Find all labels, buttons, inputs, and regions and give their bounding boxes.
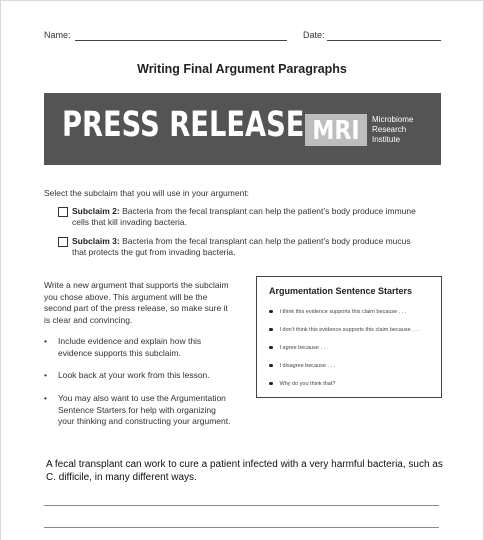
subclaim-2-line2: cells that kill invading bacteria. (72, 217, 187, 227)
subclaim-2-text (72, 206, 443, 228)
instructions-line1: Write a new argument that supports the subclaim (44, 280, 229, 290)
page-border-top (0, 0, 484, 1)
date-label: Date: (303, 30, 325, 40)
bullet-1-line1: Include evidence and explain how this (58, 336, 202, 346)
subclaim-3-label: Subclaim 3: (72, 236, 120, 246)
bullet-2-line1: Look back at your work from this lesson. (58, 370, 210, 380)
page-border-left (0, 0, 1, 540)
subclaim-option-2[interactable] (58, 206, 443, 228)
sentence-starters-title: Argumentation Sentence Starters (269, 286, 413, 296)
subclaim-prompt: Select the subclaim that you will use in your argument: (44, 188, 250, 198)
starter-item (269, 327, 420, 333)
mri-logo (305, 114, 367, 146)
subclaim-3-text (72, 236, 443, 258)
instruction-bullet-3 (44, 393, 244, 428)
subclaim-2-label: Subclaim 2: (72, 206, 120, 216)
name-label: Name: (44, 30, 71, 40)
starter-item-text: I think this evidence supports this claim because . . . (279, 309, 407, 315)
starter-item-text: I agree because . . . (279, 345, 329, 351)
bullet-icon (269, 382, 273, 386)
instructions-line3: second part of the press release, so make sure it (44, 303, 228, 313)
org-name-line3: Institute (372, 135, 401, 144)
instructions-line2: you chose above. This argument will be the (44, 291, 208, 302)
subclaim-3-line2: that protects the gut from invading bacteria. (72, 247, 236, 257)
subclaim-2-line1: Bacteria from the fecal transplant can help the patient’s body produce immune (122, 206, 416, 216)
bullet-dot: • (44, 370, 47, 380)
subclaim-3-line1: Bacteria from the fecal transplant can help the patient’s body produce mucus (122, 236, 411, 246)
banner-heading: PRESS RELEASE (62, 105, 305, 145)
writing-line[interactable] (44, 505, 439, 506)
starter-item-text: I don’t think this evidence supports this claim because . . . (279, 327, 420, 333)
writing-line[interactable] (44, 527, 439, 528)
bullet-icon (269, 364, 273, 368)
press-release-banner (44, 93, 441, 165)
subclaim-option-3[interactable] (58, 236, 443, 258)
bullet-3-line2: Sentence Starters for help with organizing (58, 404, 216, 415)
bullet-3-line1: You may also want to use the Argumentation (58, 393, 226, 403)
starter-item (269, 345, 328, 351)
bullet-1-line2: evidence supports this subclaim. (58, 347, 181, 358)
org-name-line2: Research (372, 125, 407, 134)
starter-item (269, 381, 335, 387)
bullet-icon (269, 328, 273, 332)
instructions-line4: is clear and convincing. (44, 314, 133, 325)
response-text[interactable]: A fecal transplant can work to cure a patient infected with a very harmful bacteria, such as C. difficile, in many different ways. (46, 459, 443, 483)
subclaim-3-checkbox[interactable] (58, 237, 68, 247)
org-name (372, 115, 413, 145)
name-field[interactable] (75, 40, 287, 41)
sentence-starters-box (256, 276, 442, 398)
subclaim-2-checkbox[interactable] (58, 207, 68, 217)
starter-item-text: Why do you think that? (279, 381, 336, 387)
page-title: Writing Final Argument Paragraphs (137, 62, 347, 76)
starter-item (269, 363, 335, 369)
instruction-bullet-2 (44, 370, 244, 382)
bullet-icon (269, 310, 273, 314)
instructions-paragraph (44, 280, 244, 326)
mri-logo-text: MRI (312, 116, 360, 146)
starter-item-text: I disagree because . . . (279, 363, 336, 369)
bullet-dot: • (44, 336, 47, 346)
starter-item (269, 309, 406, 315)
instruction-bullet-1 (44, 336, 244, 359)
bullet-dot: • (44, 393, 47, 403)
org-name-line1: Microbiome (372, 115, 414, 124)
bullet-icon (269, 346, 273, 350)
bullet-3-line3: your thinking and constructing your argument. (58, 416, 231, 426)
date-field[interactable] (327, 40, 441, 41)
